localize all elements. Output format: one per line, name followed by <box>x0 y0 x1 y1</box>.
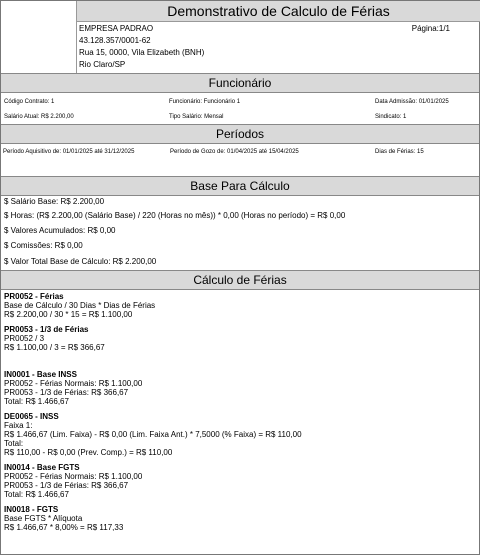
calc-block-line: Base de Cálculo / 30 Dias * Dias de Férias <box>4 301 156 310</box>
calc-block-line: R$ 2.200,00 / 30 * 15 = R$ 1.100,00 <box>4 310 133 319</box>
calc-block-line: Total: R$ 1.466,67 <box>4 397 69 406</box>
calc-block-title: PR0053 - 1/3 de Férias <box>4 325 89 334</box>
contrato-code: Código Contrato: 1 <box>4 99 55 105</box>
company-address: Rua 15, 0000, Vila Elizabeth (BNH) <box>79 48 205 57</box>
admission-date: Data Admissão: 01/01/2025 <box>375 99 449 105</box>
calc-block-line: R$ 1.466,67 * 8,00% = R$ 117,33 <box>4 523 124 532</box>
periodos-header: Períodos <box>1 124 479 144</box>
calc-block-fgts <box>4 505 474 532</box>
calc-block-line: R$ 1.466,67 (Lim. Faixa) - R$ 0,00 (Lim. Faixa Ant.) * 7,5000 (% Faixa) = R$ 110,00 <box>4 430 302 439</box>
calc-block-ferias <box>4 292 474 319</box>
calc-block-line: Total: R$ 1.466,67 <box>4 490 69 499</box>
union: Sindicato: 1 <box>375 114 407 120</box>
calc-block-line: Faixa 1: <box>4 421 33 430</box>
employee-name: Funcionário: Funcionário 1 <box>169 99 241 105</box>
company-city: Rio Claro/SP <box>79 60 126 69</box>
calculo-header: Cálculo de Férias <box>1 270 479 290</box>
calculation-list <box>4 292 474 538</box>
calc-block-title: PR0052 - Férias <box>4 292 64 301</box>
calc-block-terco-ferias <box>4 325 474 352</box>
company-cnpj: 43.128.357/0001-62 <box>79 36 151 45</box>
calc-block-base-inss <box>4 370 474 406</box>
calc-block-line: PR0052 - Férias Normais: R$ 1.100,00 <box>4 472 143 481</box>
current-salary: Salário Atual: R$ 2.200,00 <box>4 114 74 120</box>
calc-block-base-fgts <box>4 463 474 499</box>
calc-block-line: PR0052 - Férias Normais: R$ 1.100,00 <box>4 379 143 388</box>
base-header: Base Para Cálculo <box>1 176 479 196</box>
calc-block-line: Base FGTS * Alíquota <box>4 514 83 523</box>
calc-block-title: IN0014 - Base FGTS <box>4 463 80 472</box>
company-name: EMPRESA PADRAO <box>79 24 154 33</box>
salary-type: Tipo Salário: Mensal <box>169 114 224 120</box>
base-commissions: $ Comissões: R$ 0,00 <box>4 241 83 250</box>
page-number: Página:1/1 <box>411 24 450 33</box>
base-salary: $ Salário Base: R$ 2.200,00 <box>4 197 105 206</box>
calc-block-line: PR0052 / 3 <box>4 334 45 343</box>
vacation-days: Dias de Férias: 15 <box>375 149 424 155</box>
funcionario-header: Funcionário <box>1 73 479 93</box>
base-accumulated: $ Valores Acumulados: R$ 0,00 <box>4 226 116 235</box>
calc-block-line: PR0053 - 1/3 de Férias: R$ 366,67 <box>4 481 129 490</box>
calc-block-title: DE0065 - INSS <box>4 412 59 421</box>
acquisition-period: Período Aquisitivo de: 01/01/2025 até 31/12/2025 <box>3 149 135 155</box>
calc-block-line: Total: <box>4 439 24 448</box>
company-info <box>76 1 480 73</box>
base-total: $ Valor Total Base de Cálculo: R$ 2.200,00 <box>4 257 157 266</box>
calc-block-inss <box>4 412 474 457</box>
report-header <box>1 1 479 73</box>
calc-block-line: R$ 110,00 - R$ 0,00 (Prev. Comp.) = R$ 110,00 <box>4 448 173 457</box>
document-title: Demonstrativo de Calculo de Férias <box>77 1 480 22</box>
calc-block-line: R$ 1.100,00 / 3 = R$ 366,67 <box>4 343 105 352</box>
vacation-period: Período de Gozo de: 01/04/2025 até 15/04/2025 <box>170 149 299 155</box>
calc-block-title: IN0001 - Base INSS <box>4 370 77 379</box>
calc-block-line: PR0053 - 1/3 de Férias: R$ 366,67 <box>4 388 129 397</box>
base-hours: $ Horas: (R$ 2.200,00 (Salário Base) / 220 (Horas no mês)) * 0,00 (Horas no período) = R$ 0,00 <box>4 211 346 220</box>
calc-block-title: IN0018 - FGTS <box>4 505 59 514</box>
